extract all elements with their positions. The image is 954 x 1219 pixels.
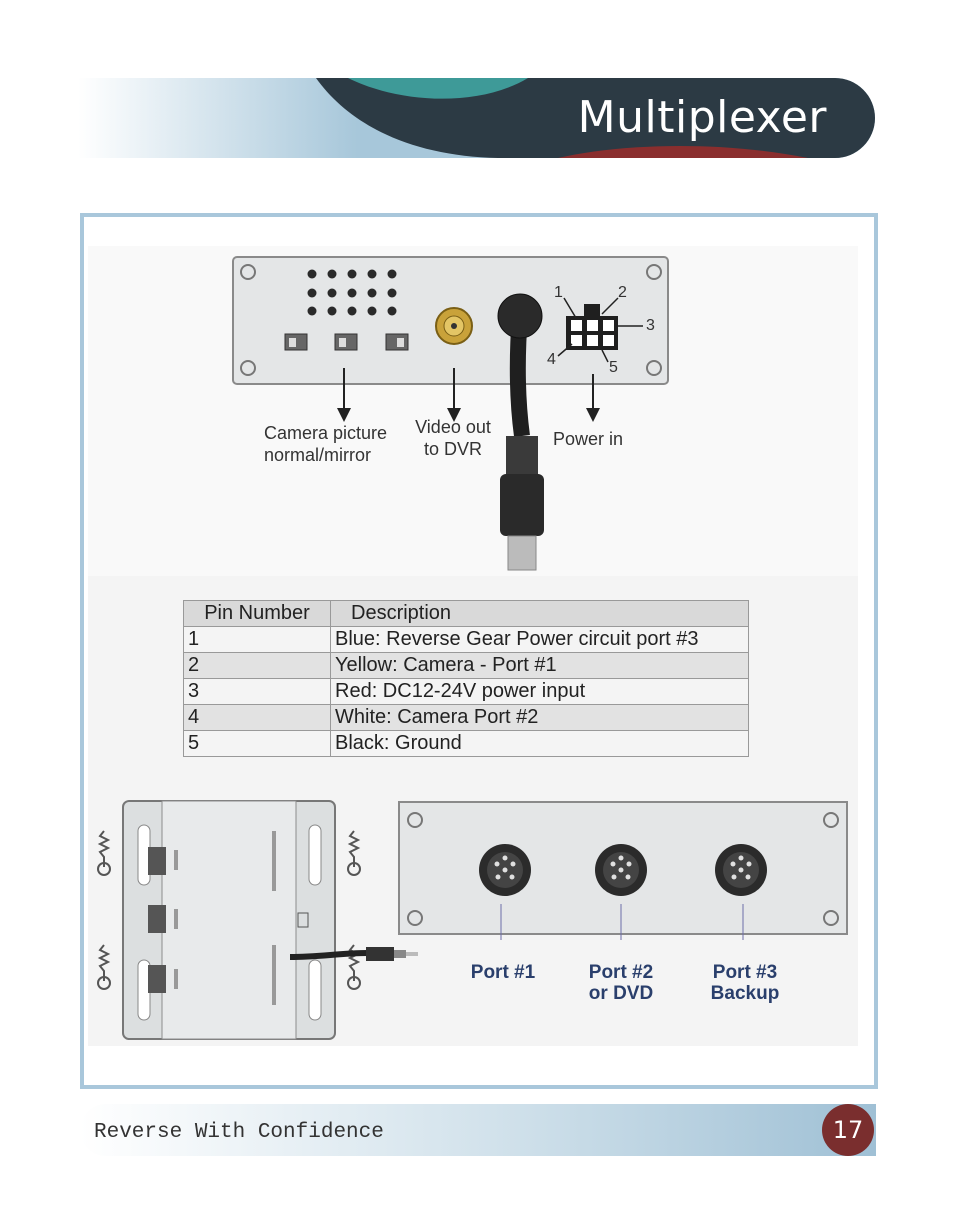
table-cell-pin: 3 bbox=[184, 679, 331, 705]
table-cell-pin: 5 bbox=[184, 731, 331, 757]
multiplexer-rear-panel-diagram bbox=[397, 800, 849, 940]
table-row bbox=[184, 705, 749, 731]
table-header-description: Description bbox=[331, 601, 749, 627]
callout-power-in: Power in bbox=[553, 429, 624, 449]
port-1-label: Port #1 bbox=[470, 962, 536, 983]
pin-label-3: 3 bbox=[646, 317, 655, 334]
port-2-label bbox=[580, 962, 662, 1004]
table-row bbox=[184, 627, 749, 653]
callout-camera-picture-line1: Camera picture bbox=[264, 423, 388, 443]
callout-camera-picture-line2: normal/mirror bbox=[264, 445, 372, 465]
table-header-pin: Pin Number bbox=[184, 601, 331, 627]
pin-label-5: 5 bbox=[609, 359, 618, 376]
callout-video-out bbox=[408, 416, 498, 460]
footer-banner bbox=[80, 1104, 876, 1156]
table-row bbox=[184, 653, 749, 679]
table-cell-pin: 2 bbox=[184, 653, 331, 679]
port-3-label-line2: Backup bbox=[710, 983, 780, 1004]
header-banner bbox=[78, 78, 875, 158]
footer-tagline: Reverse With Confidence bbox=[94, 1121, 384, 1144]
callout-camera-picture bbox=[264, 422, 387, 466]
callout-video-out-line2: to DVR bbox=[423, 439, 483, 459]
table-header-row bbox=[184, 601, 749, 627]
table-cell-description: Blue: Reverse Gear Power circuit port #3 bbox=[331, 627, 749, 653]
table-cell-pin: 4 bbox=[184, 705, 331, 731]
table-cell-pin: 1 bbox=[184, 627, 331, 653]
table-cell-description: Red: DC12-24V power input bbox=[331, 679, 749, 705]
table-row bbox=[184, 679, 749, 705]
table-cell-description: White: Camera Port #2 bbox=[331, 705, 749, 731]
table-cell-description: Yellow: Camera - Port #1 bbox=[331, 653, 749, 679]
table-cell-description: Black: Ground bbox=[331, 731, 749, 757]
port-3-label bbox=[703, 962, 787, 1004]
page-title: Multiplexer bbox=[577, 92, 827, 143]
page-number-badge: 17 bbox=[822, 1104, 874, 1156]
pin-label-4: 4 bbox=[547, 351, 556, 368]
pin-table bbox=[183, 600, 749, 757]
port-3-label-line1: Port #3 bbox=[712, 962, 778, 983]
port-2-label-line2: or DVD bbox=[588, 983, 654, 1004]
table-row bbox=[184, 731, 749, 757]
port-2-label-line1: Port #2 bbox=[588, 962, 654, 983]
pin-label-1: 1 bbox=[554, 284, 563, 301]
multiplexer-top-view-diagram bbox=[90, 795, 430, 1045]
callout-video-out-line1: Video out bbox=[415, 417, 491, 437]
pin-label-2: 2 bbox=[618, 284, 627, 301]
